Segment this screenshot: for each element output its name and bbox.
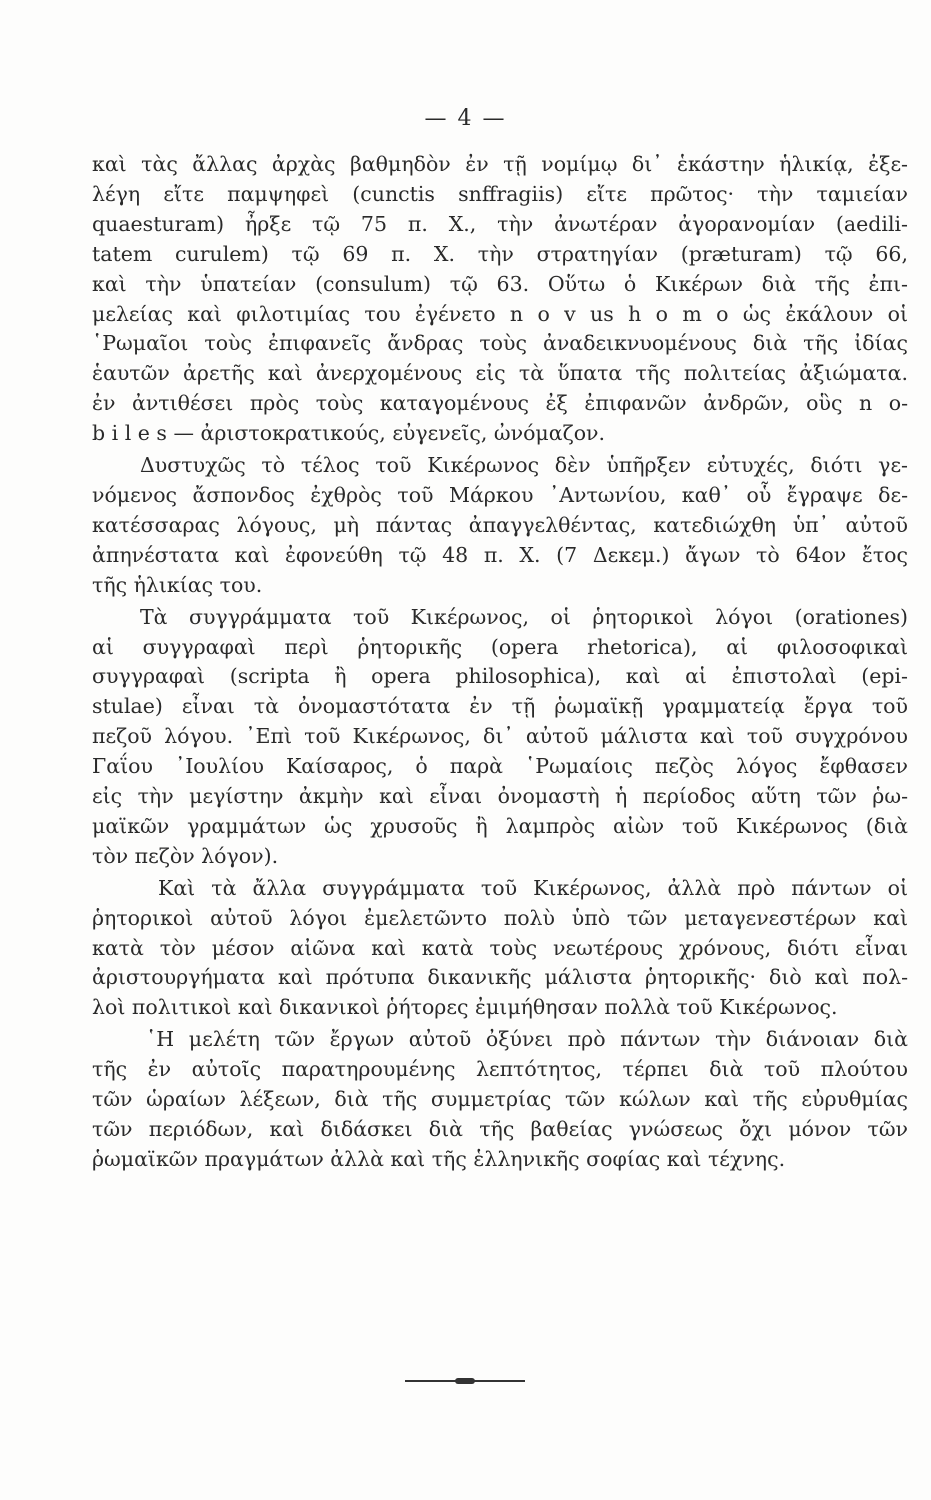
page-number: — 4 —	[424, 106, 507, 131]
page-body	[92, 150, 908, 1175]
text-line: τῶν περιόδων, καὶ διδάσκει διὰ τῆς βαθείας γνώσεως ὄχι μόνον τῶν	[92, 1117, 908, 1141]
paragraph-2	[92, 451, 908, 601]
text-line: κατὰ τὸν μέσον αἰῶνα καὶ κατὰ τοὺς νεωτέρους χρόνους, διότι εἶναι	[92, 935, 908, 960]
text-line: Γαΐου ᾽Ιουλίου Καίσαρος, ὁ παρὰ ῾Ρωμαίοις πεζὸς λόγος ἔφθασεν	[92, 754, 908, 779]
text-line: ἀριστουργήματα καὶ πρότυπα δικανικῆς μάλιστα ῥητορικῆς· διὸ καὶ πολ-	[92, 965, 908, 990]
paragraph-3	[92, 603, 908, 872]
paragraph-5	[92, 1025, 908, 1175]
text-line: τῆς ἐν αὐτοῖς παρατηρουμένης λεπτότητος, τέρπει διὰ τοῦ πλούτου	[92, 1057, 908, 1082]
text-line: ἀπηνέστατα καὶ ἐφονεύθη τῷ 48 π. Χ. (7 Δεκεμ.) ἄγων τὸ 64ον ἔτος	[92, 542, 908, 567]
text-line: τῆς ἡλικίας του.	[92, 572, 263, 597]
text-line: ῾Η μελέτη τῶν ἔργων αὐτοῦ ὀξύνει πρὸ πάντων τὴν διάνοιαν διὰ	[146, 1027, 908, 1052]
text-line: μαϊκῶν γραμμάτων ὡς χρυσοῦς ἢ λαμπρὸς αἰὼν τοῦ Κικέρωνος (διὰ	[92, 813, 908, 838]
text-line: πεζοῦ λόγου. ᾽Επὶ τοῦ Κικέρωνος, δι᾽ αὐτοῦ μάλιστα καὶ τοῦ συγχρόνου	[92, 724, 908, 749]
text-line: stulae) εἶναι τὰ ὀνομαστότατα ἐν τῇ ῥωμαϊκῇ γραμματείᾳ ἔργα τοῦ	[92, 694, 908, 719]
paragraph-1	[92, 150, 908, 449]
text-line: Δυστυχῶς τὸ τέλος τοῦ Κικέρωνος δὲν ὑπῆρξεν εὐτυχές, διότι γε-	[140, 453, 908, 478]
text-line: νόμενος ἄσπονδος ἐχθρὸς τοῦ Μάρκου ᾽Αντωνίου, καθ᾽ οὗ ἔγραψε δε-	[92, 482, 908, 507]
text-line: εἰς τὴν μεγίστην ἀκμὴν καὶ εἶναι ὀνομαστὴ ἡ περίοδος αὕτη τῶν ῥω-	[92, 784, 908, 809]
text-line: καὶ τὰς ἄλλας ἀρχὰς βαθμηδὸν ἐν τῇ νομίμῳ δι᾽ ἑκάστην ἡλικίᾳ, ἐξε-	[92, 152, 908, 176]
text-line: κατέσσαρας λόγους, μὴ πάντας ἀπαγγελθέντας, κατεδιώχθη ὑπ᾽ αὐτοῦ	[92, 512, 908, 537]
text-line: συγγραφαὶ (scripta ἢ opera philosophica), καὶ αἱ ἐπιστολαὶ (epi-	[92, 664, 908, 689]
text-line: τῶν ὡραίων λέξεων, διὰ τῆς συμμετρίας τῶν κώλων καὶ τῆς εὐρυθμίας	[92, 1087, 908, 1112]
end-ornament-rule	[405, 1380, 525, 1382]
text-line: τὸν πεζὸν λόγον).	[92, 843, 279, 868]
text-line: Καὶ τὰ ἄλλα συγγράμματα τοῦ Κικέρωνος, ἀλλὰ πρὸ πάντων οἱ	[158, 875, 908, 900]
text-line: quaesturam) ἦρξε τῷ 75 π. Χ., τὴν ἀνωτέραν ἀγορανομίαν (aedili-	[92, 211, 908, 236]
paragraph-4	[92, 874, 908, 1024]
text-line: b i l e s — ἀριστοκρατικούς, εὐγενεῖς, ὠνόμαζον.	[92, 421, 606, 446]
text-line: καὶ τὴν ὑπατείαν (consulum) τῷ 63. Οὕτω ὁ Κικέρων διὰ τῆς ἐπι-	[92, 271, 908, 296]
text-line: ἑαυτῶν ἀρετῆς καὶ ἀνερχομένους εἰς τὰ ὕπατα τῆς πολιτείας ἀξιώματα.	[92, 361, 908, 386]
text-line: ῥωμαϊκῶν πραγμάτων ἀλλὰ καὶ τῆς ἑλληνικῆς σοφίας καὶ τέχνης.	[92, 1146, 786, 1171]
text-line: ῥητορικοὶ αὐτοῦ λόγοι ἐμελετῶντο πολὺ ὑπὸ τῶν μεταγενεστέρων καὶ	[92, 905, 908, 930]
text-line: λοὶ πολιτικοὶ καὶ δικανικοὶ ῥήτορες ἐμιμήθησαν πολλὰ τοῦ Κικέρωνος.	[92, 995, 838, 1020]
text-line: ῾Ρωμαῖοι τοὺς ἐπιφανεῖς ἄνδρας τοὺς ἀναδεικνυομένους διὰ τῆς ἰδίας	[92, 331, 908, 356]
text-line: αἱ συγγραφαὶ περὶ ῥητορικῆς (opera rhetorica), αἱ φιλοσοφικαὶ	[92, 634, 908, 659]
text-line: ἐν ἀντιθέσει πρὸς τοὺς καταγομένους ἐξ ἐπιφανῶν ἀνδρῶν, οὓς n o-	[92, 391, 908, 416]
text-line: μελείας καὶ φιλοτιμίας του ἐγένετο n o v us h o m o ὡς ἐκάλουν οἱ	[92, 301, 908, 326]
text-line: Τὰ συγγράμματα τοῦ Κικέρωνος, οἱ ῥητορικοὶ λόγοι (orationes)	[140, 604, 908, 629]
text-line: λέγη εἴτε παμψηφεὶ (cunctis snffragiis) εἴτε πρῶτος· τὴν ταμιείαν	[92, 181, 908, 206]
text-line: tatem curulem) τῷ 69 π. Χ. τὴν στρατηγίαν (prӕturam) τῷ 66,	[92, 241, 908, 266]
